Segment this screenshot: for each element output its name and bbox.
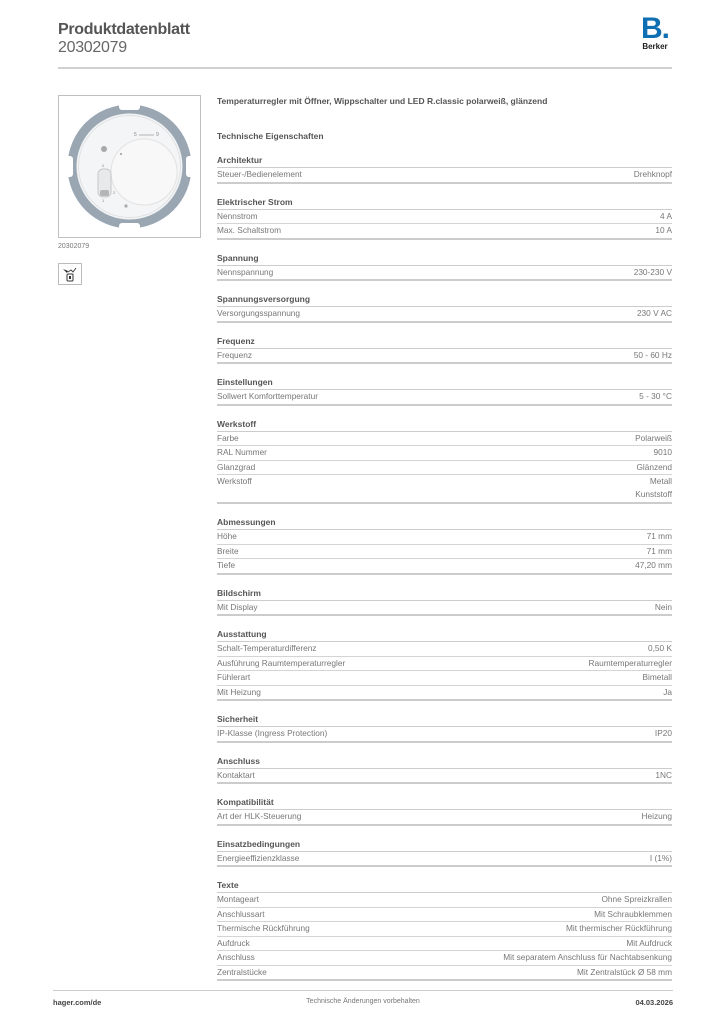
section-title: Architektur <box>217 155 672 168</box>
footer-notice: Technische Änderungen vorbehalten <box>306 998 420 1005</box>
spec-row <box>217 224 672 240</box>
spec-label: Schalt-Temperaturdifferenz <box>217 643 317 653</box>
section-title: Abmessungen <box>217 517 672 530</box>
spec-section <box>217 336 672 365</box>
spec-label: Breite <box>217 545 239 556</box>
spec-row <box>217 390 672 406</box>
spec-row <box>217 266 672 282</box>
spec-label: Glanzgrad <box>217 461 256 472</box>
spec-value-line: Metall <box>649 476 672 486</box>
spec-row <box>217 642 672 657</box>
spec-row <box>217 657 672 672</box>
spec-label: IP-Klasse (Ingress Protection) <box>217 728 328 738</box>
spec-value <box>650 852 672 866</box>
spec-row <box>217 908 672 923</box>
spec-section <box>217 714 672 743</box>
spec-row <box>217 210 672 225</box>
spec-value-line: I (1%) <box>649 852 672 863</box>
spec-value <box>639 390 672 404</box>
thermostat-image-icon <box>59 96 200 237</box>
document-title: Produktdatenblatt <box>58 21 190 38</box>
spec-row <box>217 475 672 504</box>
spec-row <box>217 671 672 686</box>
spec-value-line: Mit Zentralstück Ø 58 mm <box>577 966 672 977</box>
spec-label: Aufdruck <box>217 937 250 948</box>
spec-value-line: 230 V AC <box>636 308 672 318</box>
spec-value-line: Mit thermischer Rückführung <box>565 923 672 933</box>
spec-value-line: Polarweiß <box>635 432 672 443</box>
spec-value <box>642 671 672 685</box>
spec-value-line: IP20 <box>654 728 672 738</box>
spec-section <box>217 839 672 868</box>
spec-section <box>217 253 672 282</box>
spec-label: Versorgungsspannung <box>217 308 301 318</box>
spec-row <box>217 601 672 617</box>
spec-value <box>636 461 672 475</box>
spec-row <box>217 951 672 966</box>
spec-value-line: 4 A <box>660 210 672 221</box>
section-title: Elektrischer Strom <box>217 197 672 210</box>
spec-label: Nennstrom <box>217 210 258 221</box>
spec-value <box>647 545 672 559</box>
section-title: Einsatzbedingungen <box>217 839 672 852</box>
spec-section <box>217 419 672 505</box>
logo-text: Berker <box>642 42 668 51</box>
spec-value-line: Mit separatem Anschluss für Nachtabsenkung <box>503 952 672 962</box>
spec-value <box>634 168 672 182</box>
spec-value <box>655 769 672 783</box>
spec-value-line: 71 mm <box>646 545 672 556</box>
spec-value <box>655 601 672 615</box>
footer-divider <box>53 990 673 991</box>
berker-logo <box>638 12 672 51</box>
section-title: Spannung <box>217 253 672 266</box>
document-number: 20302079 <box>58 39 127 56</box>
spec-label: Anschlussart <box>217 908 265 919</box>
spec-row <box>217 937 672 952</box>
spec-row <box>217 727 672 743</box>
product-image <box>58 95 201 238</box>
spec-value-line: 1NC <box>655 769 672 780</box>
spec-value-line: 71 mm <box>646 531 672 541</box>
spec-value <box>601 893 672 907</box>
spec-label: Montageart <box>217 894 259 904</box>
spec-value-line: 0,50 K <box>648 643 672 653</box>
spec-value-line: 10 A <box>655 225 672 235</box>
spec-row <box>217 810 672 826</box>
spec-label: RAL Nummer <box>217 447 267 457</box>
spec-section <box>217 588 672 617</box>
spec-value <box>566 922 672 936</box>
spec-label: Sollwert Komforttemperatur <box>217 391 318 401</box>
spec-label: Mit Display <box>217 601 258 612</box>
spec-section <box>217 517 672 575</box>
spec-row <box>217 349 672 365</box>
spec-section <box>217 197 672 240</box>
spec-value <box>589 657 672 671</box>
spec-value <box>654 446 672 460</box>
spec-value <box>663 686 672 700</box>
spec-label: Anschluss <box>217 952 255 962</box>
spec-value-line: Drehknopf <box>633 169 672 179</box>
spec-row <box>217 922 672 937</box>
spec-label: Tiefe <box>217 560 236 570</box>
spec-value <box>577 966 672 980</box>
section-title: Sicherheit <box>217 714 672 727</box>
spec-value <box>635 475 672 502</box>
spec-value-line: 50 - 60 Hz <box>633 349 672 360</box>
spec-label: Energieeffizienzklasse <box>217 852 300 863</box>
spec-row <box>217 852 672 868</box>
spec-section <box>217 294 672 323</box>
spec-label: Kontaktart <box>217 769 255 780</box>
section-title: Anschluss <box>217 756 672 769</box>
spec-value <box>626 937 672 951</box>
spec-value-line: Mit Aufdruck <box>626 937 672 948</box>
section-title: Texte <box>217 880 672 893</box>
product-description: Temperaturregler mit Öffner, Wippschalter und LED R.classic polarweiß, glänzend <box>217 96 548 106</box>
spec-value <box>655 224 672 238</box>
spec-value-line: 9010 <box>653 447 672 457</box>
website-link[interactable]: hager.com/de <box>53 998 102 1007</box>
spec-value-line: Heizung <box>641 811 672 821</box>
spec-value <box>634 266 672 280</box>
spec-value <box>635 432 672 446</box>
spec-value-line: Raumtemperaturregler <box>588 657 672 668</box>
section-title: Kompatibilität <box>217 797 672 810</box>
heating-valve-icon <box>58 263 82 285</box>
spec-row <box>217 530 672 545</box>
spec-label: Nennspannung <box>217 266 274 277</box>
spec-label: Art der HLK-Steuerung <box>217 811 302 821</box>
svg-text:1: 1 <box>102 198 105 203</box>
spec-row <box>217 559 672 575</box>
spec-value <box>660 210 672 224</box>
svg-text:0: 0 <box>102 163 105 168</box>
spec-section <box>217 880 672 981</box>
section-title: Ausstattung <box>217 629 672 642</box>
spec-section <box>217 629 672 701</box>
spec-value <box>634 349 672 363</box>
spec-value-line: Kunststoff <box>635 489 672 499</box>
spec-label: Zentralstücke <box>217 966 267 977</box>
spec-value-line: Glänzend <box>636 461 672 472</box>
spec-value-line: 47,20 mm <box>635 560 672 570</box>
spec-row <box>217 769 672 785</box>
spec-value-line: Ja <box>663 686 672 697</box>
spec-section <box>217 797 672 826</box>
spec-row <box>217 168 672 184</box>
spec-label: Farbe <box>217 432 239 443</box>
spec-label: Fühlerart <box>217 672 251 682</box>
spec-label: Max. Schaltstrom <box>217 225 282 235</box>
logo-mark: B. <box>640 12 669 45</box>
spec-row <box>217 307 672 323</box>
spec-row <box>217 893 672 908</box>
section-title: Spannungsversorgung <box>217 294 672 307</box>
spec-value-line: 230-230 V <box>633 266 672 277</box>
spec-value <box>594 908 672 922</box>
spec-label: Höhe <box>217 531 237 541</box>
header-divider <box>58 67 672 69</box>
svg-text:5: 5 <box>134 132 137 138</box>
section-title: Werkstoff <box>217 419 672 432</box>
svg-text:2: 2 <box>113 190 116 195</box>
svg-text:9: 9 <box>156 132 159 138</box>
section-title: Frequenz <box>217 336 672 349</box>
spec-row <box>217 686 672 702</box>
spec-value-line: Bimetall <box>642 672 672 682</box>
spec-value <box>635 559 672 573</box>
spec-section <box>217 756 672 785</box>
spec-row <box>217 461 672 476</box>
spec-row <box>217 432 672 447</box>
spec-value <box>642 810 672 824</box>
section-title: Einstellungen <box>217 377 672 390</box>
spec-value <box>647 530 672 544</box>
footer-date: 04.03.2026 <box>635 998 673 1007</box>
spec-label: Thermische Rückführung <box>217 923 310 933</box>
section-title: Bildschirm <box>217 588 672 601</box>
spec-label: Frequenz <box>217 349 253 360</box>
spec-label: Steuer-/Bedienelement <box>217 169 302 179</box>
spec-value-line: Ohne Spreizkrallen <box>601 894 672 904</box>
spec-label: Ausführung Raumtemperaturregler <box>217 657 346 668</box>
technical-properties-heading: Technische Eigenschaften <box>217 131 324 141</box>
spec-value <box>655 727 672 741</box>
spec-value <box>648 642 672 656</box>
spec-row <box>217 545 672 560</box>
spec-value-line: Mit Schraubklemmen <box>594 908 672 919</box>
spec-label: Werkstoff <box>217 476 252 486</box>
spec-row <box>217 966 672 982</box>
spec-value-line: Nein <box>654 601 672 612</box>
spec-value-line: 5 - 30 °C <box>639 391 672 401</box>
page-header <box>58 12 672 70</box>
spec-row <box>217 446 672 461</box>
product-image-caption: 20302079 <box>58 243 90 250</box>
spec-value <box>503 951 672 965</box>
spec-value <box>637 307 672 321</box>
technical-data <box>217 95 672 981</box>
spec-section <box>217 155 672 184</box>
spec-section <box>217 377 672 406</box>
spec-label: Mit Heizung <box>217 686 261 697</box>
